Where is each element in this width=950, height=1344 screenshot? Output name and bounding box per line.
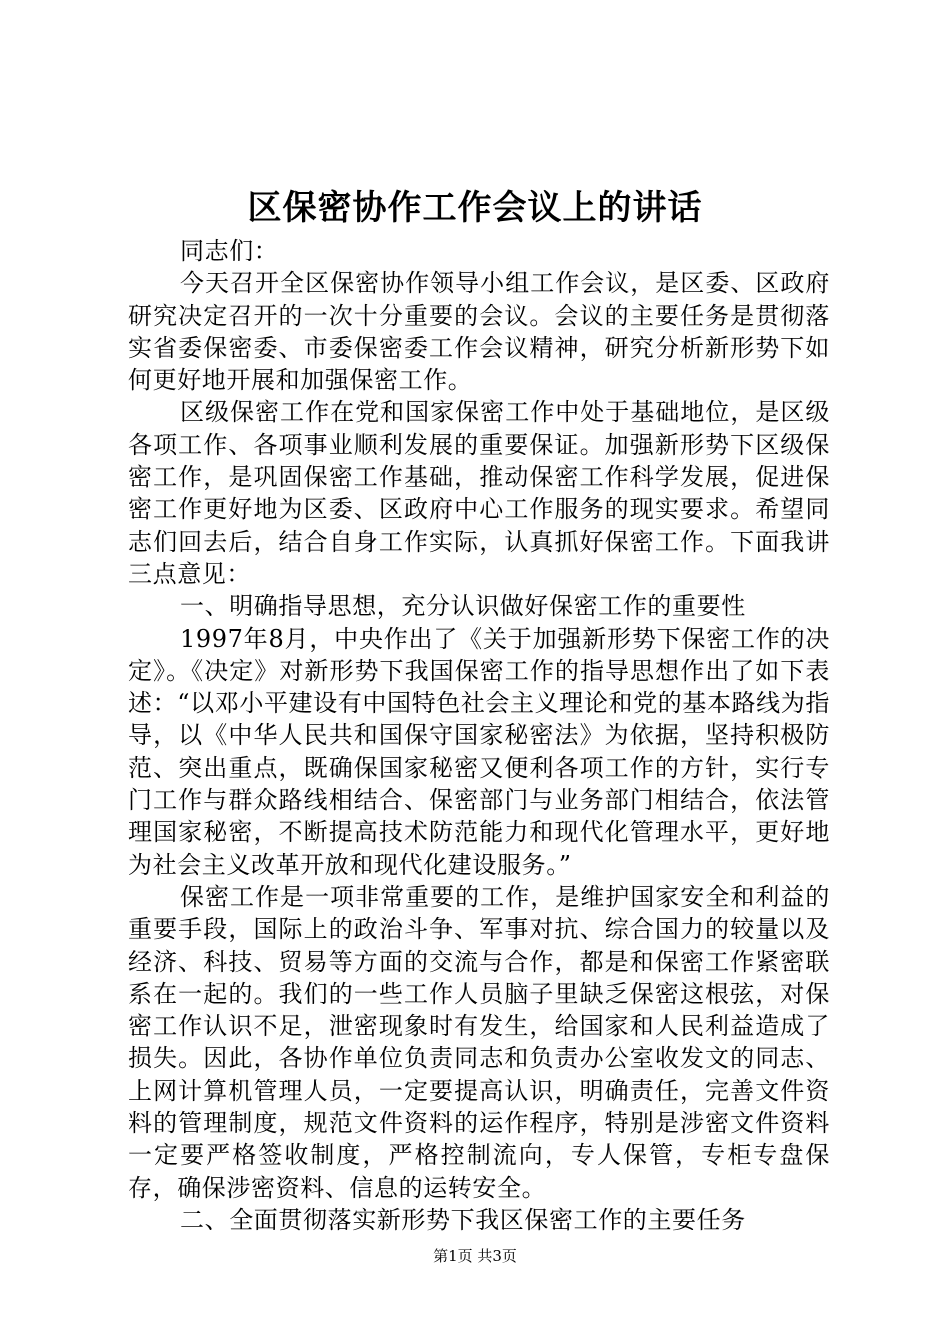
paragraph-confidentiality-work: 保密工作是一项非常重要的工作，是维护国家安全和利益的重要手段，国际上的政治斗争、军事对抗、综合国力的较量以及经济、科技、贸易等方面的交流与合作，都是和保密工作紧密联系在一起的。我们的一些工作人员脑子里缺乏保密这根弦，对保密工作认识不足，泄密现象时有发生，给国家和人民利益造成了损失。因此，各协作单位负责同志和负责办公室收发文的同志、上网计算机管理人员，一定要提高认识，明确责任，完善文件资料的管理制度，规范文件资料的运作程序，特别是涉密文件资料一定要严格签收制度，严格控制流向，专人保管，专柜专盘保存，确保涉密资料、信息的运转安全。 — [128, 882, 830, 1202]
paragraph-intro: 今天召开全区保密协作领导小组工作会议，是区委、区政府研究决定召开的一次十分重要的会议。会议的主要任务是贯彻落实省委保密委、市委保密委工作会议精神，研究分析新形势下如何更好地开展和加强保密工作。 — [128, 269, 830, 395]
paragraph-importance: 区级保密工作在党和国家保密工作中处于基础地位，是区级各项工作、各项事业顺利发展的重要保证。加强新形势下区级保密工作，是巩固保密工作基础，推动保密工作科学发展，促进保密工作更好地为区委、区政府中心工作服务的现实要求。希望同志们回去后，结合自身工作实际，认真抓好保密工作。下面我讲三点意见： — [128, 398, 830, 588]
section-heading-one: 一、明确指导思想，充分认识做好保密工作的重要性 — [180, 592, 746, 621]
paragraph-decision: 1997年8月，中央作出了《关于加强新形势下保密工作的决定》。《决定》对新形势下我国保密工作的指导思想作出了如下表述：“以邓小平建设有中国特色社会主义理论和党的基本路线为指导，以《中华人民共和国保守国家秘密法》为依据，坚持积极防范、突出重点，既确保国家秘密又便利各项工作的方针，实行专门工作与群众路线相结合、保密部门与业务部门相结合，依法管理国家秘密，不断提高技术防范能力和现代化管理水平，更好地为社会主义改革开放和现代化建设服务。” — [128, 624, 830, 879]
section-heading-two: 二、全面贯彻落实新形势下我区保密工作的主要任务 — [180, 1205, 746, 1234]
salutation: 同志们： — [180, 237, 279, 265]
document-body — [128, 235, 830, 1236]
document-title: 区保密协作工作会议上的讲话 — [247, 188, 703, 228]
page-footer: 第1页 共3页 — [433, 1247, 517, 1265]
